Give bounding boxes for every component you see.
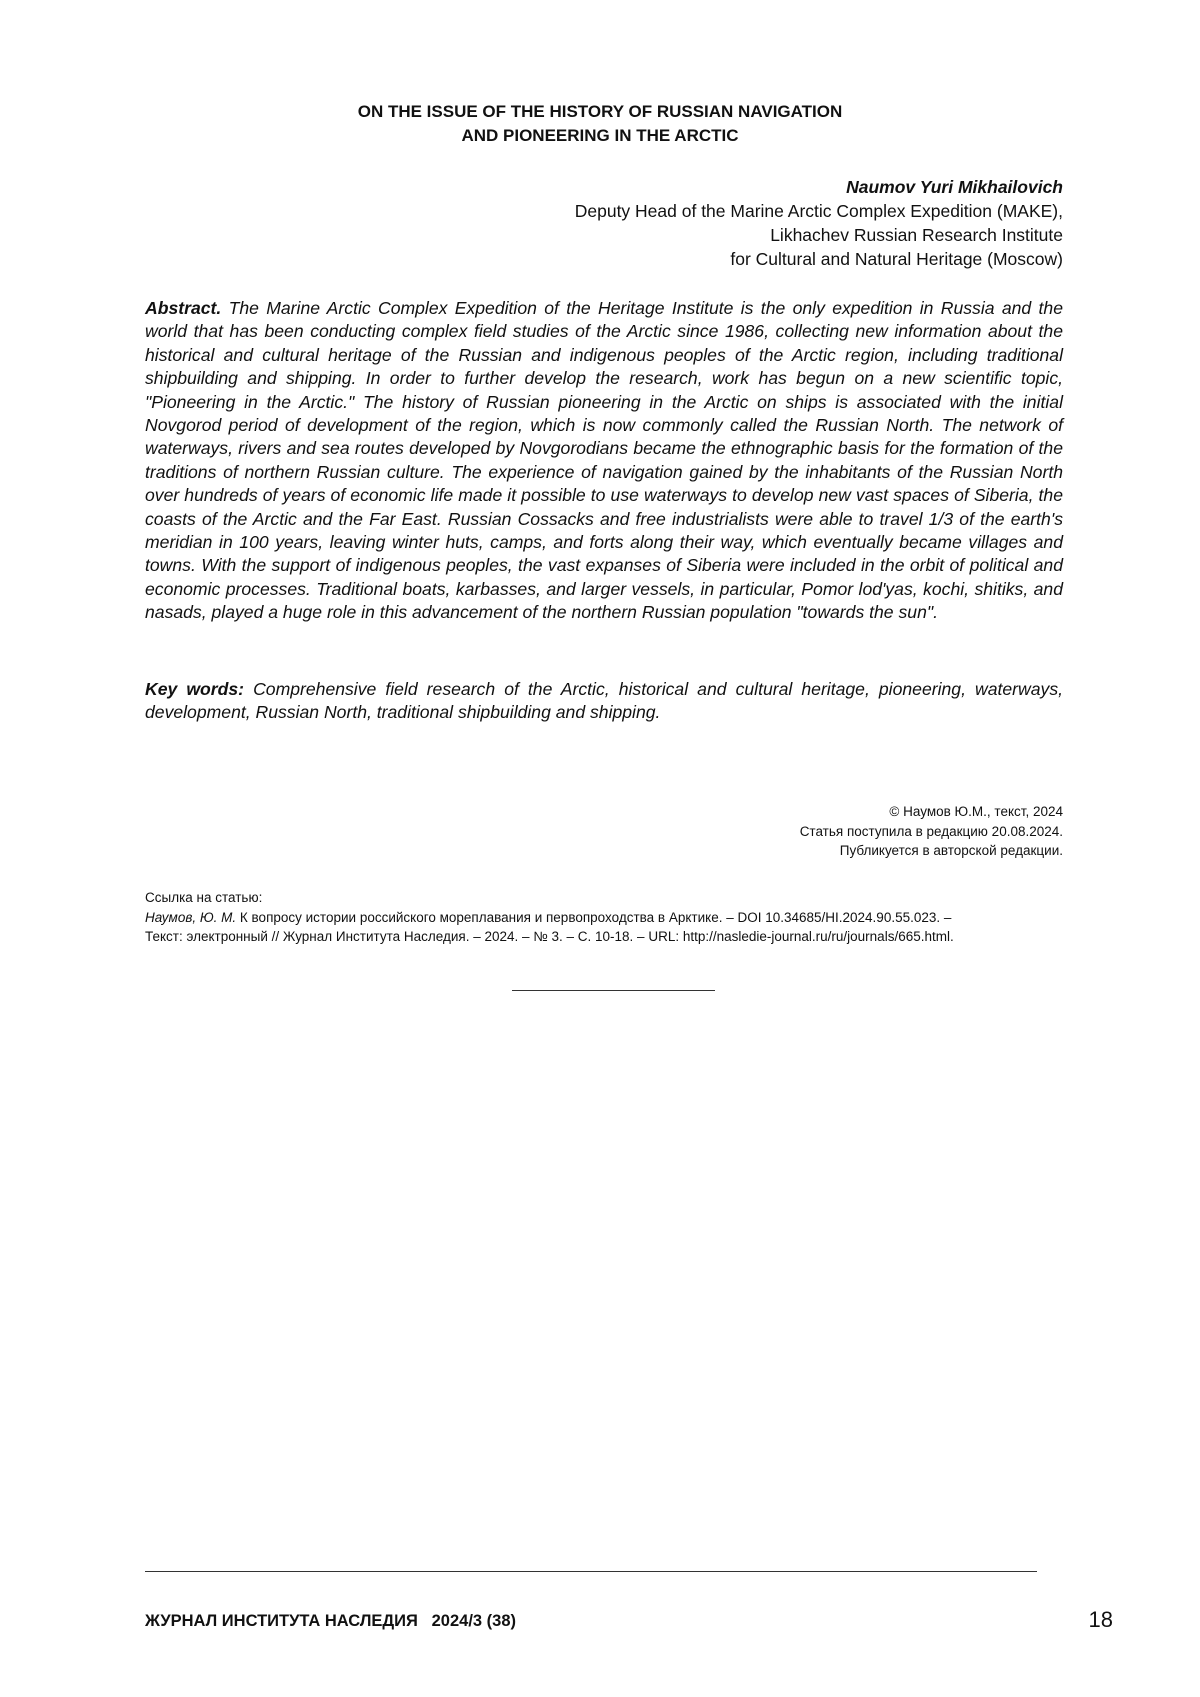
author-affiliation-line-1: Deputy Head of the Marine Arctic Complex Expedition (MAKE), [574, 201, 1063, 221]
citation-block [145, 888, 1105, 947]
keywords [145, 678, 1063, 725]
page-number: 18 [1088, 1607, 1113, 1632]
citation-line-2: Текст: электронный // Журнал Института Наследия. – 2024. – № 3. – С. 10-18. – URL: http://nasledie-journal.ru/ru/journals/665.html. [145, 929, 954, 944]
received-line: Статья поступила в редакцию 20.08.2024. [799, 823, 1063, 839]
abstract-text: The Marine Arctic Complex Expedition of the Heritage Institute is the only expedition in Russia and the world that has been conducting complex field studies of the Arctic since 1986, collecting new information about the historical and cultural heritage of the Russian and indigenous peoples of the Arctic region, including traditional shipbuilding and shipping. In order to further develop the research, work has begun on a new scientific topic, "Pioneering in the Arctic." The history of Russian pioneering in the Arctic on ships is associated with the initial Novgorod period of development of the region, which is now commonly called the Russian North. The network of waterways, rivers and sea routes developed by Novgorodians became the ethnographic basis for the formation of the traditions of northern Russian culture. The experience of navigation gained by the inhabitants of the Russian North over hundreds of years of economic life made it possible to use waterways to develop new vast spaces of Siberia, the coasts of the Arctic and the Far East. Russian Cossacks and free industrialists were able to travel 1/3 of the earth's meridian in 100 years, leaving winter huts, camps, and forts along their way, which eventually became villages and towns. With the support of indigenous peoples, the vast expanses of Siberia were included in the orbit of political and economic processes. Traditional boats, karbasses, and larger vessels, in particular, Pomor lod'yas, kochi, shitiks, and nasads, played a huge role in this advancement of the northern Russian population "towards the sun". [145, 298, 1063, 623]
keywords-label: Key words: [145, 679, 245, 699]
author-name: Naumov Yuri Mikhailovich [846, 177, 1063, 197]
copyright-line: © Наумов Ю.М., текст, 2024 [889, 804, 1063, 819]
citation-line-1-text: К вопросу истории российского мореплавания и первопроходства в Арктике. – DOI 10.34685/HI.2024.90.55.023. – [236, 909, 952, 925]
title-line-2: AND PIONEERING IN THE ARCTIC [461, 126, 739, 145]
publication-notice [563, 802, 1063, 861]
author-block [363, 175, 1063, 271]
footer-journal-name: ЖУРНАЛ ИНСТИТУТА НАСЛЕДИЯ 2024/3 (38) [145, 1612, 517, 1630]
article-title [0, 100, 1200, 148]
divider-short [512, 990, 715, 991]
title-line-1: ON THE ISSUE OF THE HISTORY OF RUSSIAN NAVIGATION [357, 102, 843, 121]
keywords-text: Comprehensive field research of the Arctic, historical and cultural heritage, pioneering, waterways, development, Russian North, traditional shipbuilding and shipping. [145, 679, 1064, 723]
citation-author: Наумов, Ю. М. [145, 909, 237, 925]
citation-heading: Ссылка на статью: [145, 890, 263, 905]
citation-line-1 [145, 908, 1105, 928]
abstract [145, 297, 1063, 625]
footer-divider [145, 1571, 1037, 1572]
abstract-label: Abstract. [145, 298, 222, 318]
author-affiliation-line-3: for Cultural and Natural Heritage (Moscow) [730, 249, 1063, 269]
author-affiliation-line-2: Likhachev Russian Research Institute [770, 225, 1063, 245]
published-line: Публикуется в авторской редакции. [839, 843, 1063, 858]
